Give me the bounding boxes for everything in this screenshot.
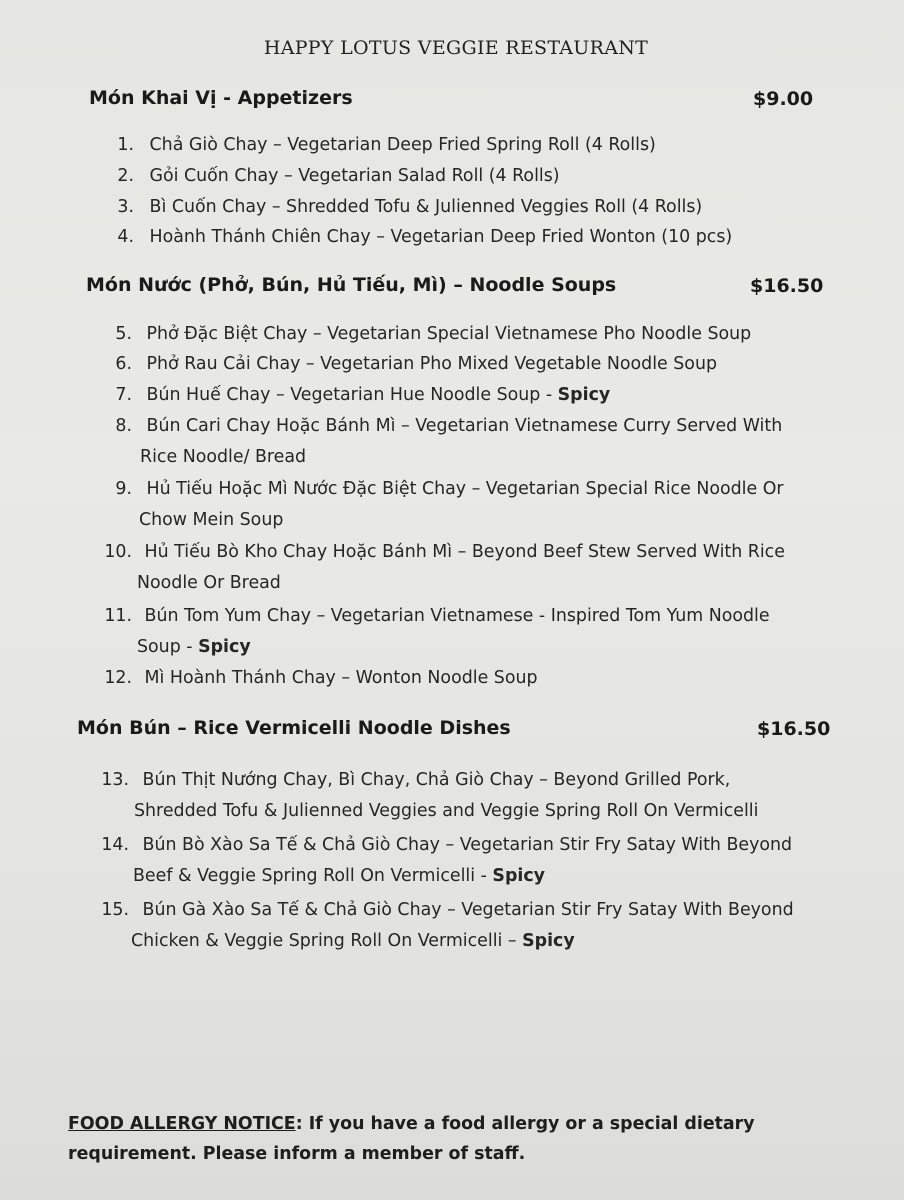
menu-item	[104, 319, 751, 350]
item-text: Hủ Tiếu Hoặc Mì Nước Đặc Biệt Chay – Vegetarian Special Rice Noodle Or	[146, 479, 784, 499]
allergy-notice-label: FOOD ALLERGY NOTICE	[68, 1114, 296, 1134]
item-number: 14.	[101, 835, 129, 855]
item-text-continued: Chicken & Veggie Spring Roll On Vermicelli –	[131, 931, 523, 951]
item-text: Phở Đặc Biệt Chay – Vegetarian Special Vietnamese Pho Noodle Soup	[146, 324, 752, 344]
item-number: 15.	[101, 900, 129, 920]
section-heading-noodle-soups: Món Nước (Phở, Bún, Hủ Tiếu, Mì) – Noodle Soups	[86, 274, 617, 296]
item-text: Hủ Tiếu Bò Kho Chay Hoặc Bánh Mì – Beyond Beef Stew Served With Rice	[144, 542, 785, 562]
item-text: Phở Rau Cải Chay – Vegetarian Pho Mixed Vegetable Noodle Soup	[146, 354, 718, 374]
item-text-continued: Rice Noodle/ Bread	[140, 447, 307, 467]
menu-item	[112, 222, 732, 253]
menu-item	[112, 130, 656, 161]
menu-item	[112, 192, 702, 223]
spicy-label: Spicy	[522, 931, 575, 951]
item-text: Bún Cari Chay Hoặc Bánh Mì – Vegetarian Vietnamese Curry Served With	[146, 416, 783, 436]
menu-item	[104, 601, 770, 663]
item-number: 10.	[104, 542, 132, 562]
item-number: 6.	[115, 354, 132, 374]
item-number: 7.	[115, 385, 132, 405]
allergy-notice	[68, 1109, 755, 1169]
section-heading-appetizers: Món Khai Vị - Appetizers	[89, 87, 353, 109]
item-number: 2.	[117, 166, 134, 186]
item-number: 5.	[115, 324, 132, 344]
section-price-vermicelli: $16.50	[757, 718, 831, 740]
menu-item	[101, 895, 794, 957]
restaurant-title: HAPPY LOTUS VEGGIE RESTAURANT	[263, 37, 649, 59]
spicy-label: Spicy	[492, 866, 546, 886]
item-number: 3.	[117, 197, 134, 217]
item-text-continued: Beef & Veggie Spring Roll On Vermicelli -	[133, 866, 493, 886]
item-text-continued: Soup -	[137, 637, 199, 657]
menu-item	[112, 161, 560, 192]
item-text: Gỏi Cuốn Chay – Vegetarian Salad Roll (4 Rolls)	[149, 166, 560, 186]
item-number: 4.	[117, 227, 134, 247]
menu-item	[104, 411, 782, 473]
item-text: Bún Huế Chay – Vegetarian Hue Noodle Soup -	[146, 385, 558, 405]
item-text: Hoành Thánh Chiên Chay – Vegetarian Deep Fried Wonton (10 pcs)	[149, 227, 733, 247]
section-price-appetizers: $9.00	[753, 88, 814, 110]
item-text-continued: Shredded Tofu & Julienned Veggies and Veggie Spring Roll On Vermicelli	[134, 801, 759, 821]
item-text: Bún Thịt Nướng Chay, Bì Chay, Chả Giò Chay – Beyond Grilled Pork,	[142, 770, 731, 790]
item-text: Chả Giò Chay – Vegetarian Deep Fried Spring Roll (4 Rolls)	[149, 135, 656, 155]
menu-item	[104, 349, 717, 380]
item-text: Bún Gà Xào Sa Tế & Chả Giò Chay – Vegetarian Stir Fry Satay With Beyond	[142, 900, 794, 920]
menu-item	[104, 380, 610, 411]
menu-item	[104, 663, 538, 694]
spicy-label: Spicy	[198, 637, 251, 657]
menu-item	[104, 537, 785, 599]
item-number: 12.	[104, 668, 132, 688]
allergy-notice-line2: requirement. Please inform a member of staff.	[68, 1144, 526, 1164]
item-text: Bún Tom Yum Chay – Vegetarian Vietnamese - Inspired Tom Yum Noodle	[144, 606, 770, 626]
item-text: Bì Cuốn Chay – Shredded Tofu & Julienned Veggies Roll (4 Rolls)	[149, 197, 703, 217]
item-text-continued: Noodle Or Bread	[137, 573, 281, 593]
section-heading-vermicelli: Món Bún – Rice Vermicelli Noodle Dishes	[77, 717, 511, 739]
allergy-notice-line1: : If you have a food allergy or a special dietary	[295, 1114, 755, 1134]
menu-item	[101, 765, 758, 827]
menu-item	[101, 830, 792, 892]
item-number: 11.	[104, 606, 132, 626]
section-price-noodle-soups: $16.50	[750, 275, 824, 297]
item-number: 1.	[117, 135, 134, 155]
item-number: 8.	[115, 416, 132, 436]
item-text: Bún Bò Xào Sa Tế & Chả Giò Chay – Vegetarian Stir Fry Satay With Beyond	[142, 835, 793, 855]
spicy-label: Spicy	[557, 385, 611, 405]
item-number: 13.	[101, 770, 129, 790]
menu-item	[104, 474, 784, 536]
item-number: 9.	[115, 479, 132, 499]
item-text-continued: Chow Mein Soup	[139, 510, 284, 530]
item-text: Mì Hoành Thánh Chay – Wonton Noodle Soup	[144, 668, 538, 688]
